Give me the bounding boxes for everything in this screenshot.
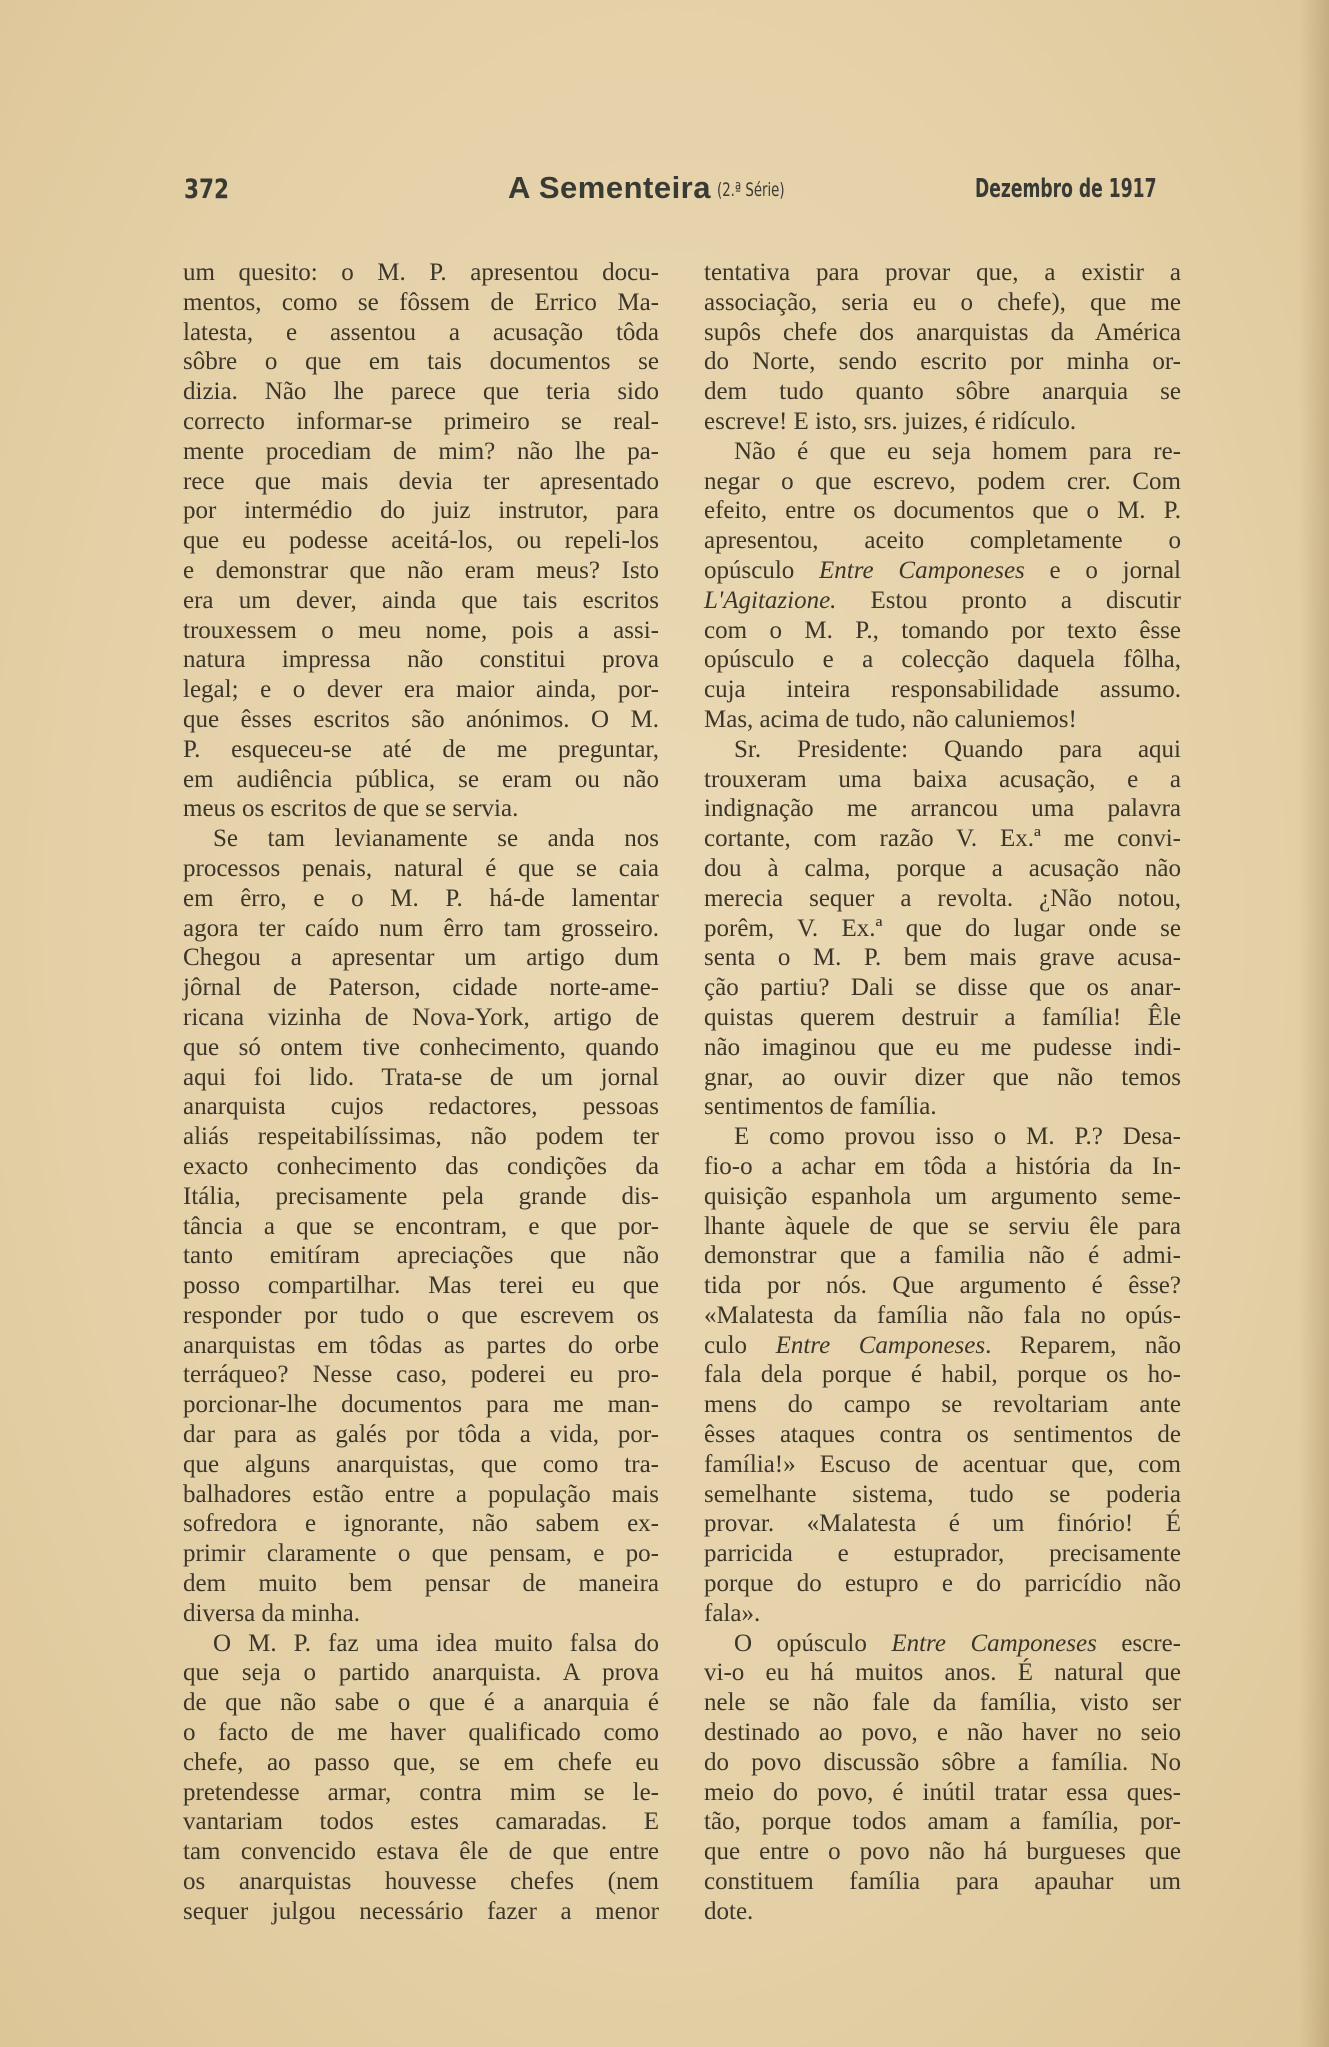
text-line: merecia sequer a revolta. ¿Não notou, <box>704 884 1181 912</box>
paragraph <box>183 1629 659 1927</box>
text-line: por intermédio do juiz instrutor, para <box>183 497 659 525</box>
text-line: os anarquistas houvesse chefes (nem <box>183 1868 659 1896</box>
text-line: de que não sabe o que é a anarquia é <box>183 1689 659 1717</box>
text-line: sequer julgou necessário fazer a menor <box>183 1897 659 1925</box>
text-line: responder por tudo o que escrevem os <box>183 1301 659 1329</box>
text-line: anarquista cujos redactores, pessoas <box>183 1093 659 1121</box>
paragraph <box>704 258 1181 437</box>
text-line: E como provou isso o M. P.? Desa- <box>734 1123 1181 1151</box>
text-line: que só ontem tive conhecimento, quando <box>183 1033 659 1061</box>
page-edge-shadow <box>1299 0 1329 2047</box>
text-line: não imaginou que eu me pudesse indi- <box>704 1033 1181 1061</box>
text-line: natura impressa não constitui prova <box>183 646 659 674</box>
text-line: fio-o a achar em tôda a história da In- <box>704 1152 1181 1180</box>
text-line: mentos, como se fôssem de Errico Ma- <box>183 288 659 316</box>
text-line: êsses ataques contra os sentimentos de <box>704 1421 1181 1449</box>
text-line: destinado ao povo, e não haver no seio <box>704 1719 1181 1747</box>
text-line: família!» Escuso de acentuar que, com <box>704 1450 1181 1478</box>
text-line: aqui foi lido. Trata-se de um jornal <box>183 1063 659 1091</box>
text-line: senta o M. P. bem mais grave acusa- <box>704 944 1181 972</box>
series-label: (2.ª Série) <box>717 179 785 201</box>
text-segment: e o jornal <box>1024 556 1181 584</box>
text-line: posso compartilhar. Mas terei eu que <box>183 1272 659 1300</box>
text-line: processos penais, natural é que se caia <box>183 854 659 882</box>
text-line: jôrnal de Paterson, cidade norte-ame- <box>183 974 659 1002</box>
text-line: escreve! E isto, srs. juizes, é ridículo. <box>704 407 1077 435</box>
text-line: trouxeram uma baixa acusação, e a <box>704 765 1181 793</box>
issue-date: Dezembro de 1917 <box>975 174 1157 204</box>
text-line: O M. P. faz uma idea muito falsa do <box>213 1629 659 1657</box>
text-line: dar para as galés por tôda a vida, por- <box>183 1421 659 1449</box>
text-line: um quesito: o M. P. apresentou docu- <box>183 259 659 286</box>
text-line: negar o que escrevo, podem crer. Com <box>704 467 1181 495</box>
text-line: correcto informar-se primeiro se real- <box>183 407 659 435</box>
text-line: porcionar-lhe documentos para me man- <box>183 1391 659 1419</box>
text-line: Itália, precisamente pela grande dis- <box>183 1182 659 1210</box>
text-segment: . Reparem, não <box>985 1331 1181 1359</box>
paragraph <box>704 437 1181 735</box>
text-line: provar. «Malatesta é um finório! É <box>704 1510 1181 1538</box>
text-line: fala». <box>704 1599 761 1627</box>
text-line: indignação me arrancou uma palavra <box>704 795 1181 823</box>
left-column <box>183 258 659 1927</box>
text-line: constituem família para apauhar um <box>704 1868 1181 1896</box>
text-line: meus os escritos de que se servia. <box>183 795 519 823</box>
paragraph <box>704 1629 1181 1927</box>
text-line: chefe, ao passo que, se em chefe eu <box>183 1748 659 1776</box>
text-line: dizia. Não lhe parece que teria sido <box>183 378 659 406</box>
journal-title: A Sementeira <box>508 170 711 205</box>
text-line: do Norte, sendo escrito por minha or- <box>704 348 1181 376</box>
text-line: tida por nós. Que argumento é êsse? <box>704 1272 1181 1300</box>
text-line: supôs chefe dos anarquistas da América <box>704 318 1181 346</box>
text-line: Se tam levianamente se anda nos <box>213 825 659 853</box>
paragraph <box>183 258 659 824</box>
text-line: latesta, e assentou a acusação tôda <box>183 318 659 346</box>
text-line: tanto emitíram apreciações que não <box>183 1242 659 1270</box>
italic-title: L'Agitazione. <box>704 586 837 614</box>
text-line: anarquistas em tôdas as partes do orbe <box>183 1331 659 1359</box>
text-line: exacto conhecimento das condições da <box>183 1152 659 1180</box>
text-line: opúsculo e a colecção daquela fôlha, <box>704 646 1181 674</box>
text-line: dote. <box>704 1897 754 1925</box>
text-line: tão, porque todos amam a família, por- <box>704 1808 1181 1836</box>
text-segment: O opúsculo <box>734 1629 892 1657</box>
text-line: o facto de me haver qualificado como <box>183 1719 659 1747</box>
text-segment: opúsculo <box>704 556 820 584</box>
text-line: era um dever, ainda que tais escritos <box>183 586 659 614</box>
text-line: que eu podesse aceitá-los, ou repeli-los <box>183 527 659 555</box>
text-line: Sr. Presidente: Quando para aqui <box>734 735 1181 763</box>
text-line: agora ter caído num êrro tam grosseiro. <box>183 914 659 942</box>
text-line: tam convencido estava êle de que entre <box>183 1838 659 1866</box>
text-line: parricida e estuprador, precisamente <box>704 1540 1181 1568</box>
text-line: vantariam todos estes camaradas. E <box>183 1808 659 1836</box>
page-number: 372 <box>184 174 230 205</box>
text-line: porêm, V. Ex.ª que do lugar onde se <box>704 914 1181 942</box>
text-segment: Estou pronto a discutir <box>836 586 1181 614</box>
italic-title: Entre Camponeses <box>775 1331 986 1359</box>
text-line: lhante àquele de que se serviu êle para <box>704 1212 1181 1240</box>
text-line: em audiência pública, se eram ou não <box>183 765 659 793</box>
text-line: porque do estupro e do parricídio não <box>704 1570 1181 1598</box>
text-line: ção partiu? Dali se disse que os anar- <box>704 974 1181 1002</box>
text-line: Não é que eu seja homem para re- <box>734 437 1181 465</box>
text-line: dou à calma, porque a acusação não <box>704 854 1181 882</box>
text-line: e demonstrar que não eram meus? Isto <box>183 556 659 584</box>
text-line: «Malatesta da família não fala no opús- <box>704 1301 1181 1329</box>
text-line: diversa da minha. <box>183 1599 361 1627</box>
italic-title: Entre Camponeses <box>891 1629 1097 1657</box>
paragraph <box>704 1122 1181 1629</box>
text-line: mente procediam de mim? não lhe pa- <box>183 437 659 465</box>
text-line: nele se não fale da família, visto ser <box>704 1689 1181 1717</box>
text-line: dem tudo quanto sôbre anarquia se <box>704 378 1181 406</box>
text-line: rece que mais devia ter apresentado <box>183 467 659 495</box>
text-line: sentimentos de família. <box>704 1093 937 1121</box>
paragraph <box>183 824 659 1629</box>
text-segment: escre- <box>1096 1629 1181 1657</box>
text-line: gnar, ao ouvir dizer que não temos <box>704 1063 1181 1091</box>
text-line: tentativa para provar que, a existir a <box>704 259 1181 286</box>
text-line: que alguns anarquistas, que como tra- <box>183 1450 659 1478</box>
text-line: sôbre o que em tais documentos se <box>183 348 659 376</box>
running-header <box>0 170 1329 214</box>
text-line: apresentou, aceito completamente o <box>704 527 1181 555</box>
text-line: fala dela porque é habil, porque os ho- <box>704 1361 1181 1389</box>
text-segment: culo <box>704 1331 776 1359</box>
text-line: cortante, com razão V. Ex.ª me convi- <box>704 825 1181 853</box>
text-line: balhadores estão entre a população mais <box>183 1480 659 1508</box>
journal-title-block <box>508 170 813 206</box>
text-line: do povo discussão sôbre a família. No <box>704 1748 1181 1776</box>
text-line <box>704 556 1181 586</box>
text-line: meio do povo, é inútil tratar essa ques- <box>704 1778 1181 1806</box>
text-line: dem muito bem pensar de maneira <box>183 1570 659 1598</box>
text-line: quisição espanhola um argumento seme- <box>704 1182 1181 1210</box>
italic-title: Entre Camponeses <box>819 556 1025 584</box>
text-line: que entre o povo não há burgueses que <box>704 1838 1181 1866</box>
text-line: semelhante sistema, tudo se poderia <box>704 1480 1181 1508</box>
text-line: aliás respeitabilíssimas, não podem ter <box>183 1123 659 1151</box>
text-line: legal; e o dever era maior ainda, por- <box>183 676 659 704</box>
text-line: demonstrar que a familia não é admi- <box>704 1242 1181 1270</box>
text-line: mens do campo se revoltariam ante <box>704 1391 1181 1419</box>
text-line: que êsses escritos são anónimos. O M. <box>183 705 659 733</box>
text-line: em êrro, e o M. P. há-de lamentar <box>183 884 659 912</box>
text-line: efeito, entre os documentos que o M. P. <box>704 497 1181 525</box>
text-line: vi-o eu há muitos anos. É natural que <box>704 1659 1181 1687</box>
text-line: terráqueo? Nesse caso, poderei eu pro- <box>183 1361 659 1389</box>
text-line: Chegou a apresentar um artigo dum <box>183 944 659 972</box>
text-line: que seja o partido anarquista. A prova <box>183 1659 659 1687</box>
text-line: P. esqueceu-se até de me preguntar, <box>183 735 659 763</box>
text-line: primir claramente o que pensam, e po- <box>183 1540 659 1568</box>
paragraph <box>704 735 1181 1122</box>
text-line: pretendesse armar, contra mim se le- <box>183 1778 659 1806</box>
text-line: Mas, acima de tudo, não caluniemos! <box>704 705 1077 733</box>
right-column <box>704 258 1181 1927</box>
text-line <box>704 586 1181 616</box>
text-line: sofredora e ignorante, não sabem ex- <box>183 1510 659 1538</box>
text-line: tância a que se encontram, e que por- <box>183 1212 659 1240</box>
text-line <box>704 1629 1181 1659</box>
text-line: quistas querem destruir a família! Êle <box>704 1003 1181 1031</box>
text-line: com o M. P., tomando por texto êsse <box>704 616 1181 644</box>
text-line: associação, seria eu o chefe), que me <box>704 288 1181 316</box>
text-line: ricana vizinha de Nova-York, artigo de <box>183 1003 659 1031</box>
text-line <box>704 1331 1181 1361</box>
text-line: trouxessem o meu nome, pois a assi- <box>183 616 659 644</box>
text-line: cuja inteira responsabilidade assumo. <box>704 676 1181 704</box>
